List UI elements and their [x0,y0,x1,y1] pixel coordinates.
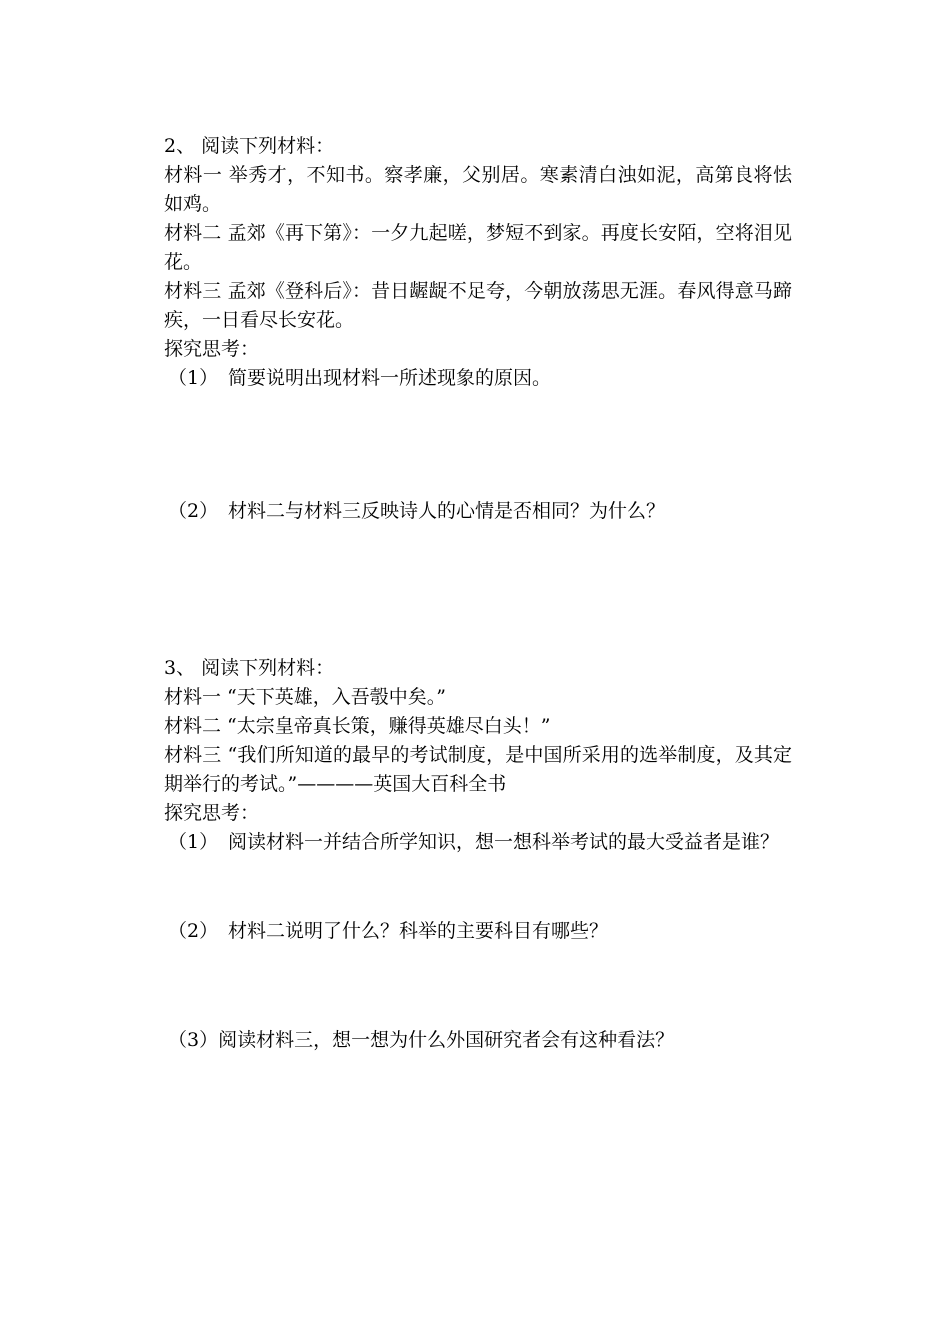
question-number: （1） [168,831,219,853]
question-text: 简要说明出现材料一所述现象的原因。 [228,367,552,389]
section-3-material-1: 材料一 “天下英雄，入吾彀中矣。” [164,686,446,708]
question-text: 阅读材料一并结合所学知识，想一想科举考试的最大受益者是谁？ [228,831,780,853]
answer-space [164,946,792,1026]
section-3-question-3 [168,1026,792,1055]
question-number: （1） [168,367,219,389]
section-2-question-1 [168,364,792,393]
answer-space [164,526,792,654]
question-number: （3） [168,1029,219,1051]
answer-space [164,393,792,497]
section-3-heading: 3、 阅读下列材料： [164,657,335,679]
section-3-question-2 [168,917,792,946]
question-text: 材料二与材料三反映诗人的心情是否相同？为什么？ [228,500,666,522]
question-number: （2） [168,500,219,522]
section-2-material-3: 材料三 孟郊《登科后》：昔日龌龊不足夸，今朝放荡思无涯。春风得意马蹄疾，一日看尽长安花。 [164,280,792,331]
section-2-material-2: 材料二 孟郊《再下第》：一夕九起嗟，梦短不到家。再度长安陌，空将泪见花。 [164,222,792,273]
section-3-material-3: 材料三 “我们所知道的最早的考试制度，是中国所采用的选举制度，及其定期举行的考试。”————英国大百科全书 [164,744,792,795]
section-3-question-1 [168,828,792,857]
question-text: 阅读材料三，想一想为什么外国研究者会有这种看法？ [218,1029,675,1051]
section-2-question-2 [168,497,792,526]
section-2-material-1: 材料一 举秀才，不知书。察孝廉，父别居。寒素清白浊如泥，高第良将怯如鸡。 [164,164,792,215]
answer-space [164,857,792,917]
section-2-heading: 2、 阅读下列材料： [164,135,335,157]
question-text: 材料二说明了什么？科举的主要科目有哪些？ [228,920,609,942]
section-3-inquiry-label: 探究思考： [164,802,260,824]
section-2-inquiry-label: 探究思考： [164,338,260,360]
question-number: （2） [168,920,219,942]
section-3-material-2: 材料二 “太宗皇帝真长策，赚得英雄尽白头！” [164,715,551,737]
document-body [164,132,792,1055]
